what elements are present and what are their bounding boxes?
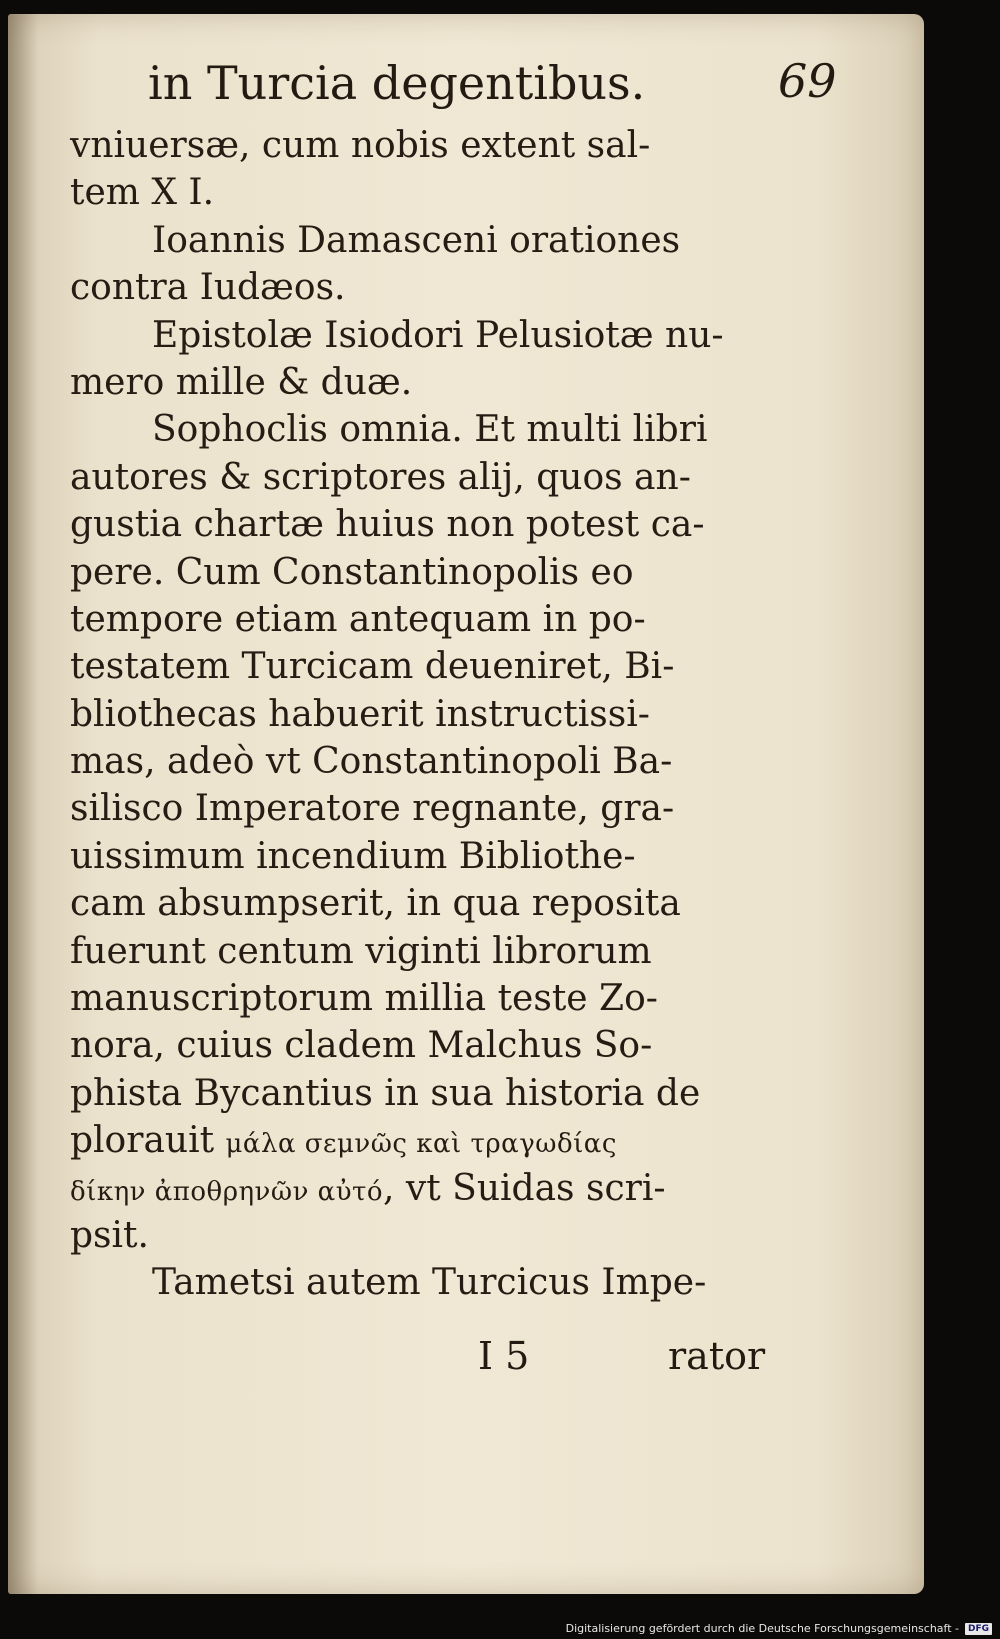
text-line: autores & scriptores alij, quos an- xyxy=(70,456,691,498)
text-line: pere. Cum Constantinopolis eo xyxy=(70,551,634,593)
running-head: in Turcia degentibus. xyxy=(148,56,646,110)
text-line: tempore etiam antequam in po- xyxy=(70,598,646,640)
text-line: silisco Imperatore regnante, gra- xyxy=(70,788,675,830)
text-line: Sophoclis omnia. Et multi libri xyxy=(152,409,708,451)
text-line: testatem Turcicam deueniret, Bi- xyxy=(70,646,675,688)
text-line: nora, cuius cladem Malchus So- xyxy=(70,1025,653,1067)
body-text xyxy=(70,122,790,1307)
text-line: mero mille & duæ. xyxy=(70,361,413,403)
catchword: rator xyxy=(668,1334,766,1378)
text-line: phista Bycantius in sua historia de xyxy=(70,1072,701,1114)
text-line: bliothecas habuerit instructissi- xyxy=(70,693,650,735)
book-page xyxy=(8,14,924,1594)
latin-text: plorauit xyxy=(70,1120,226,1162)
dfg-logo-icon: DFG xyxy=(965,1623,992,1635)
text-line: gustia chartæ huius non potest ca- xyxy=(70,504,705,546)
text-line: vniuersæ, cum nobis extent sal- xyxy=(70,125,651,166)
greek-text: μάλα σεμνῶς καὶ τραγωδίας xyxy=(225,1129,617,1160)
text-line: Tametsi autem Turcicus Impe- xyxy=(152,1262,707,1304)
signature-mark: I 5 xyxy=(478,1334,530,1378)
text-line-greek-1 xyxy=(70,1117,790,1164)
digitization-footer xyxy=(566,1622,992,1635)
greek-text: δίκην ἀποθρηνῶν αὐτό xyxy=(70,1176,384,1207)
text-line: contra Iudæos. xyxy=(70,267,346,309)
text-line: uissimum incendium Bibliothe- xyxy=(70,835,636,877)
text-line: mas, adeò vt Constantinopoli Ba- xyxy=(70,741,673,783)
text-line-greek-2 xyxy=(70,1165,790,1212)
latin-text: , vt Suidas scri- xyxy=(383,1167,666,1209)
page-number: 69 xyxy=(778,54,837,108)
text-line: fuerunt centum viginti librorum xyxy=(70,930,652,972)
text-line: tem X I. xyxy=(70,172,215,214)
text-line: manuscriptorum millia teste Zo- xyxy=(70,978,658,1020)
text-lines xyxy=(70,122,790,1117)
text-line: psit. xyxy=(70,1214,149,1256)
footer-text: Digitalisierung gefördert durch die Deutsche Forschungsgemeinschaft - xyxy=(565,1622,959,1635)
text-line: cam absumpserit, in qua reposita xyxy=(70,883,681,925)
text-line: Epistolæ Isiodori Pelusiotæ nu- xyxy=(152,314,724,356)
catchline xyxy=(8,1334,924,1384)
text-line: Ioannis Damasceni orationes xyxy=(152,219,681,261)
